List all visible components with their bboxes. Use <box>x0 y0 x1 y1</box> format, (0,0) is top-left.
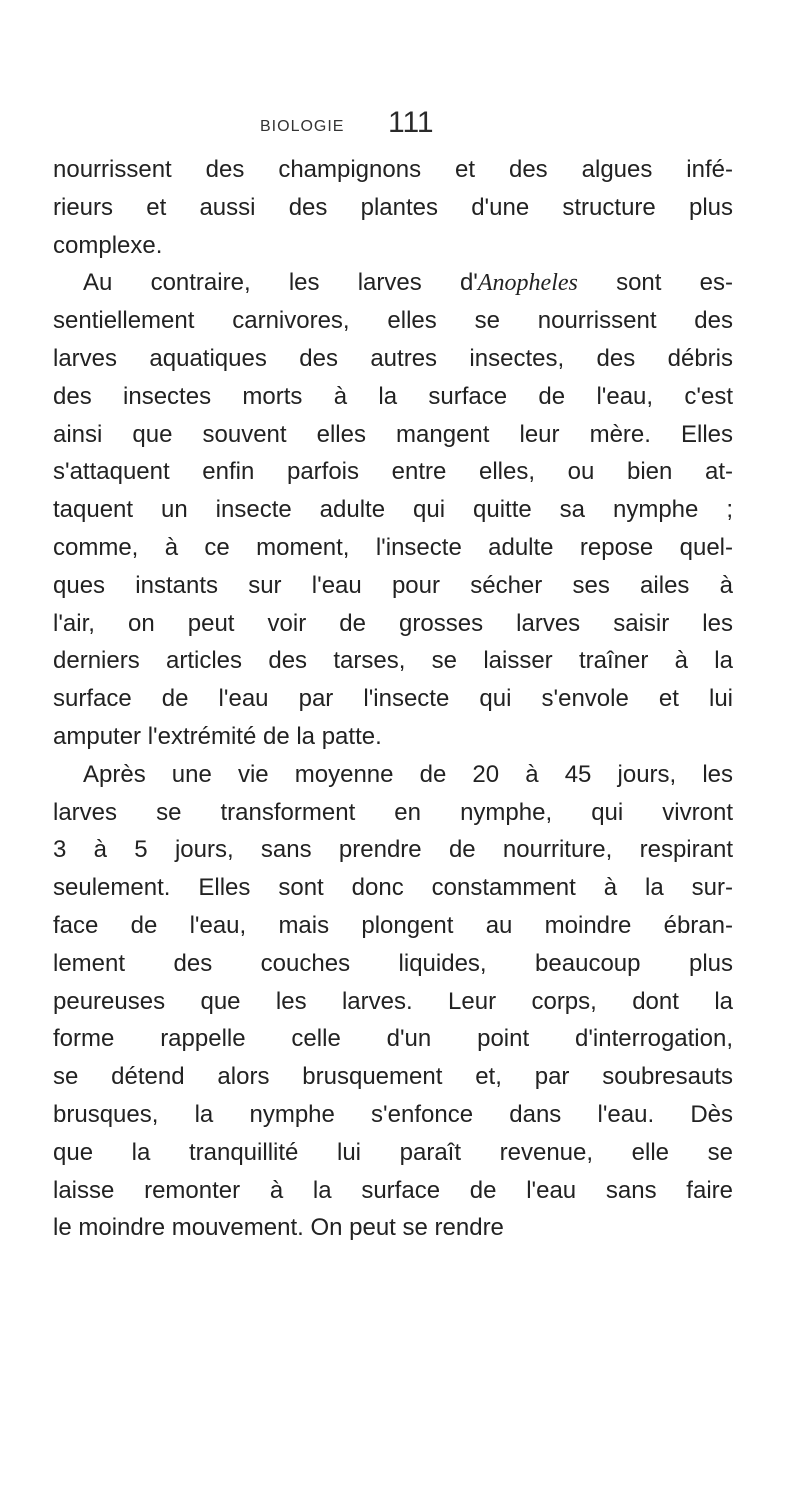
text-line: brusques, la nymphe s'enfonce dans l'eau. Dès <box>53 1100 733 1128</box>
text-line: larves se transforment en nymphe, qui vivront <box>53 798 733 826</box>
text-line: des insectes morts à la surface de l'eau, c'est <box>53 382 733 410</box>
text-line: peureuses que les larves. Leur corps, dont la <box>53 987 733 1015</box>
running-head: BIOLOGIE <box>260 118 345 135</box>
text-line: nourrissent des champignons et des algues infé- <box>53 156 733 183</box>
text-fragment: sont es- <box>577 269 734 297</box>
text-line: face de l'eau, mais plongent au moindre ébran- <box>53 911 733 939</box>
text-line: derniers articles des tarses, se laisser traîner à la <box>53 647 733 675</box>
text-line: Après une vie moyenne de 20 à 45 jours, les <box>83 760 733 788</box>
genus-name: Anopheles <box>477 270 578 297</box>
text-line: le moindre mouvement. On peut se rendre <box>53 1214 504 1242</box>
text-line: amputer l'extrémité de la patte. <box>53 722 382 750</box>
text-line: laisse remonter à la surface de l'eau sans faire <box>53 1176 733 1204</box>
text-line <box>53 264 733 302</box>
text-line: se détend alors brusquement et, par soubresauts <box>53 1063 733 1091</box>
text-line: larves aquatiques des autres insectes, des débris <box>53 344 733 372</box>
text-line: taquent un insecte adulte qui quitte sa nymphe ; <box>53 496 733 524</box>
text-line: sentiellement carnivores, elles se nourrissent des <box>53 307 733 335</box>
text-line: surface de l'eau par l'insecte qui s'envole et lui <box>53 685 733 713</box>
text-fragment: Au contraire, les larves d' <box>83 269 478 297</box>
text-line: ques instants sur l'eau pour sécher ses ailes à <box>53 571 733 599</box>
text-line: que la tranquillité lui paraît revenue, elle se <box>53 1138 733 1166</box>
body-text <box>53 151 733 1247</box>
text-line: forme rappelle celle d'un point d'interrogation, <box>53 1025 733 1053</box>
text-line: 3 à 5 jours, sans prendre de nourriture, respirant <box>53 836 733 864</box>
text-line: seulement. Elles sont donc constamment à la sur- <box>53 874 733 902</box>
text-line: s'attaquent enfin parfois entre elles, ou bien at- <box>53 458 733 486</box>
page-number: 111 <box>388 106 434 139</box>
text-line: l'air, on peut voir de grosses larves saisir les <box>53 609 733 637</box>
text-line: comme, à ce moment, l'insecte adulte repose quel- <box>53 533 733 561</box>
text-line: rieurs et aussi des plantes d'une structure plus <box>53 193 733 221</box>
text-line: ainsi que souvent elles mangent leur mère. Elles <box>53 420 733 448</box>
text-line: lement des couches liquides, beaucoup plus <box>53 949 733 977</box>
page-header <box>0 104 800 144</box>
text-line: complexe. <box>53 231 163 259</box>
